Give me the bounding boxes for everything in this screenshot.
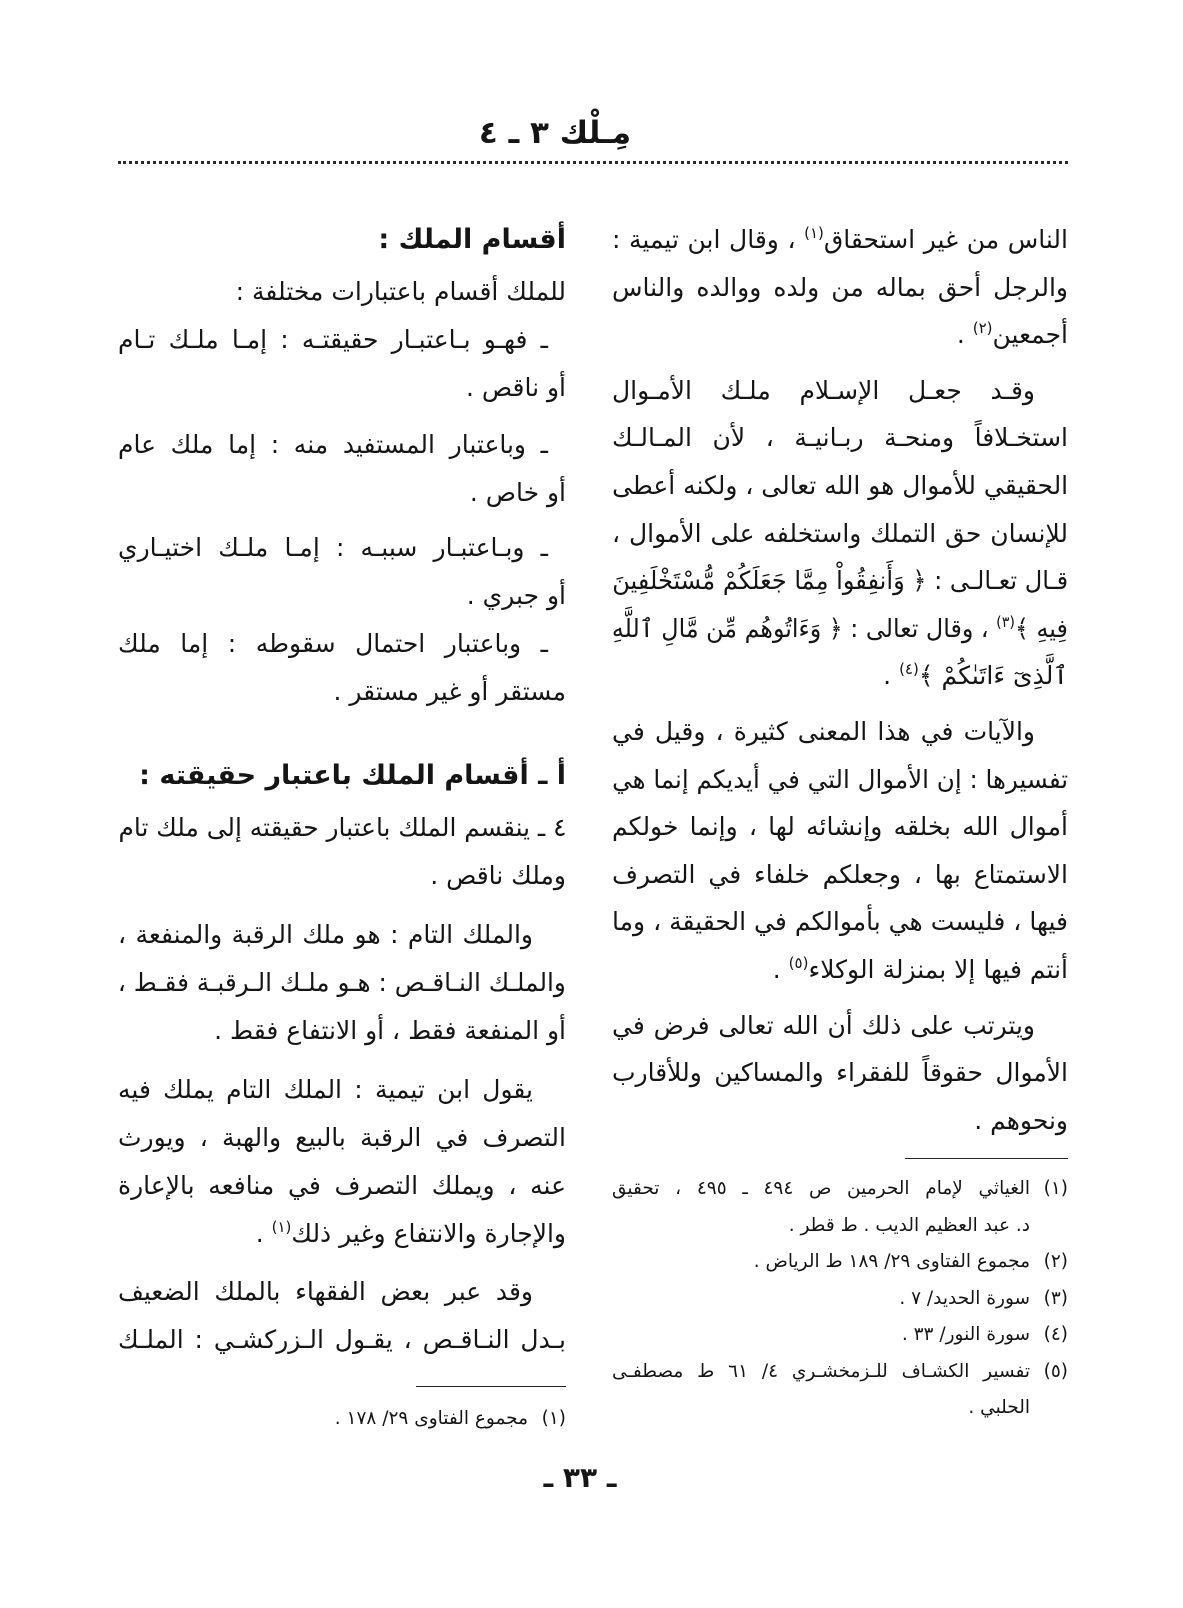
list-item	[118, 620, 566, 716]
page-number-text: ـ ٣٣ ـ	[543, 1461, 617, 1494]
line-text: للإنسان حق التملك واستخلفه على الأموال ،	[612, 518, 1068, 548]
footnote-text	[612, 1171, 1068, 1208]
running-header-title: مِـلْك ٣ ـ ٤	[478, 115, 632, 151]
text-line	[118, 524, 566, 572]
text-line	[118, 1162, 566, 1210]
footnote-line	[612, 1317, 1068, 1354]
footnote-number: (١)	[541, 1408, 566, 1429]
line-text	[612, 216, 1068, 264]
text-segment: فِيهِ ﴾	[1015, 613, 1068, 643]
line-text: يقول ابن تيمية : الملك التام يملك فيه	[118, 1075, 533, 1104]
text-line	[612, 264, 1068, 312]
footnote-ref: (٣)	[996, 612, 1016, 631]
text-line	[118, 668, 566, 716]
subsection-heading	[118, 752, 566, 800]
line-text	[773, 946, 1068, 994]
text-line	[612, 652, 1068, 700]
footnote-text	[335, 1401, 566, 1438]
text-segment: .	[772, 954, 789, 984]
footnote-content: تفسير الكشـاف للـزمخشـري ٤/ ٦١ ط مصطفـى	[612, 1360, 1030, 1382]
text-line	[118, 421, 566, 469]
line-text	[957, 311, 1068, 359]
line-text: الأموال حقوقاً للفقراء والمساكين وللأقارب	[612, 1058, 1068, 1088]
footnote-line	[612, 1354, 1068, 1391]
paragraph	[612, 367, 1068, 700]
footnote-content: د. عبد العظيم الديب . ط قطر .	[788, 1214, 1030, 1236]
text-line	[118, 316, 566, 364]
text-line	[118, 268, 566, 316]
footnote-ref: (٢)	[972, 319, 993, 338]
line-text: أو ناقص .	[465, 373, 566, 402]
list-item	[118, 524, 566, 620]
line-text	[883, 652, 1068, 700]
line-text: أو المنفعة فقط ، أو الانتفاع فقط .	[214, 1016, 566, 1045]
footnote-text	[612, 1354, 1068, 1391]
line-text: للملك أقسام باعتبارات مختلفة :	[235, 277, 566, 306]
text-line	[118, 1268, 566, 1316]
footnote-content: سورة النور/ ٣٣ .	[901, 1324, 1030, 1345]
text-segment: الناس من غير استحقاق	[823, 225, 1068, 254]
text-line	[118, 804, 566, 852]
paragraph	[612, 708, 1068, 994]
footnote-number: (١)	[1043, 1178, 1068, 1199]
right-footnotes	[612, 1158, 1068, 1427]
line-text: والرجل أحق بماله من ولده ووالده والناس	[612, 272, 1068, 302]
section-heading-text: أقسام الملك :	[378, 224, 566, 255]
text-segment: أنتم فيها إلا بمنزلة الوكلاء	[808, 954, 1068, 984]
text-segment: ، وقال ابن تيمية :	[612, 225, 805, 254]
text-line	[612, 1049, 1068, 1097]
paragraph	[118, 804, 566, 900]
footnote-content: مجموع الفتاوى ٢٩/ ١٨٩ ط الرياض .	[753, 1251, 1030, 1272]
footnote-text	[902, 1317, 1068, 1354]
footnote-content: الغياثي لإمام الحرمين ص ٤٩٤ ـ ٤٩٥ ، تحقيق	[612, 1178, 1030, 1199]
footnote-number: (٥)	[1043, 1360, 1068, 1382]
text-line	[612, 756, 1068, 804]
text-line	[118, 911, 566, 959]
list-item	[118, 316, 566, 412]
footnote-line	[612, 1171, 1068, 1208]
text-line	[118, 1007, 566, 1055]
text-line	[612, 898, 1068, 946]
line-text: التصرف في الرقبة بالبيع والهبة ، ويورث	[118, 1123, 566, 1152]
text-segment: أجمعين	[992, 320, 1068, 350]
text-line	[612, 1002, 1068, 1050]
list-item	[118, 421, 566, 517]
text-line	[118, 959, 566, 1007]
footnote-ref: (١)	[804, 224, 824, 242]
text-segment: والإجارة والانتفاع وغير ذلك	[291, 1219, 566, 1248]
text-line	[612, 311, 1068, 359]
text-line	[612, 946, 1068, 994]
line-text: وقد عبر بعض الفقهاء بالملك الضعيف	[118, 1277, 533, 1306]
footnote-ref: (١)	[271, 1218, 292, 1236]
text-line	[118, 572, 566, 620]
text-line	[118, 469, 566, 517]
text-line	[612, 367, 1068, 415]
footnote-list	[118, 1401, 566, 1438]
paragraph	[612, 216, 1068, 359]
text-line	[118, 1210, 566, 1258]
footnote-content: الحلبي .	[968, 1397, 1030, 1418]
line-text: عنه ، ويملك التصرف في منافعه بالإعارة	[118, 1171, 566, 1200]
text-line	[612, 605, 1068, 653]
text-line	[612, 851, 1068, 899]
footnote-rule	[416, 1386, 566, 1387]
text-line	[612, 510, 1068, 558]
text-line	[612, 557, 1068, 605]
line-text: ٤ ـ ينقسم الملك باعتبار حقيقته إلى ملك تام	[118, 813, 566, 842]
line-text: أو جبري .	[466, 581, 566, 610]
text-segment: ٱلَّذِىٓ ءَاتَىٰكُمْ ﴾	[918, 661, 1068, 691]
line-text: والآيات في هذا المعنى كثيرة ، وقيل في	[612, 716, 1035, 746]
line-text: بـدل النـاقـص ، يقـول الـزركشـي : الملـك	[118, 1325, 566, 1354]
line-text: وقـد جعـل الإسـلام ملـك الأمـوال	[612, 375, 1035, 405]
footnote-list	[612, 1171, 1068, 1427]
line-text	[612, 605, 1068, 653]
text-line	[612, 414, 1068, 462]
text-segment: ، وقال تعالى : ﴿ وَءَاتُوهُم مِّن مَّالِ ٱللَّهِ	[612, 613, 997, 643]
line-text: أو خاص .	[469, 478, 566, 507]
text-segment: .	[956, 320, 973, 350]
line-text: أموال الله بخلقه وإنشائه لها ، وإنما خولكم	[612, 812, 1068, 842]
line-text: الحقيقي للأموال هو الله تعالى ، ولكنه أعطى	[612, 470, 1068, 500]
line-text: ويترتب على ذلك أن الله تعالى فرض في	[612, 1010, 1035, 1040]
text-line	[118, 1316, 566, 1364]
line-text: قـال تعـالـى : ﴿ وَأَنفِقُواْ مِمَّا جَعَلَكُمْ مُّسْتَخْلَفِينَ	[612, 566, 1068, 596]
paragraph	[612, 1002, 1068, 1145]
footnote-content: مجموع الفتاوى ٢٩/ ١٧٨ .	[334, 1408, 528, 1429]
text-line	[612, 216, 1068, 264]
line-text: تفسيرها : إن الأموال التي في أيديكم إنما هي	[612, 764, 1068, 794]
footnote-line	[612, 1244, 1068, 1281]
paragraph	[118, 1066, 566, 1258]
line-text: ـ وبـاعتبـار سببـه : إمـا ملـك اختيـاري	[118, 533, 548, 562]
footnote-text	[899, 1281, 1068, 1318]
line-text: الاستمتاع بها ، وجعلكم خلفاء في التصرف	[612, 859, 1068, 889]
line-text: ـ فهـو بـاعتبـار حقيقتـه : إمـا ملـك تـام	[118, 325, 548, 354]
footnote-number: (٢)	[1043, 1251, 1068, 1272]
line-text: ـ وباعتبار المستفيد منه : إما ملك عام	[118, 430, 548, 459]
page-number	[520, 1456, 640, 1500]
footnote-content: سورة الحديد/ ٧ .	[899, 1287, 1030, 1309]
footnote-line	[612, 1208, 1068, 1245]
left-column	[118, 216, 566, 1364]
text-line	[612, 462, 1068, 510]
running-header	[455, 110, 655, 156]
line-text: مستقر أو غير مستقر .	[333, 677, 566, 706]
line-text: وملك ناقص .	[430, 861, 566, 890]
text-line	[612, 1097, 1068, 1145]
right-column	[612, 216, 1068, 1144]
footnote-text	[754, 1244, 1068, 1281]
line-text: فيها ، فليست هي بأموالكم في الحقيقة ، وما	[612, 907, 1068, 937]
footnote-number: (٤)	[1043, 1324, 1068, 1345]
text-segment: .	[255, 1219, 272, 1248]
footnote-line	[118, 1401, 566, 1438]
footnote-number: (٣)	[1043, 1287, 1068, 1309]
text-line	[612, 708, 1068, 756]
text-line	[118, 1114, 566, 1162]
text-line	[118, 364, 566, 412]
footnote-line	[612, 1390, 1068, 1427]
line-text: استخـلافاً ومنحـة ربـانيـة ، لأن المـالـك	[612, 423, 1068, 453]
footnote-ref: (٥)	[788, 953, 809, 972]
footnote-line	[612, 1281, 1068, 1318]
line-text: والملك التام : هو ملك الرقبة والمنفعة ،	[118, 920, 533, 949]
paragraph	[118, 911, 566, 1055]
footnote-ref: (٤)	[899, 660, 919, 679]
text-segment: .	[883, 661, 900, 691]
header-dotted-rule	[118, 161, 1068, 164]
text-line	[118, 852, 566, 900]
left-footnotes	[118, 1386, 566, 1438]
paragraph	[118, 1268, 566, 1364]
line-text	[256, 1210, 566, 1258]
section-heading	[118, 216, 566, 264]
text-line	[118, 620, 566, 668]
subsection-heading-text: أ ـ أقسام الملك باعتبار حقيقته :	[139, 760, 566, 791]
text-line	[612, 803, 1068, 851]
line-text: ـ وباعتبار احتمال سقوطه : إما ملك	[118, 629, 548, 658]
line-text: ونحوهم .	[974, 1105, 1068, 1135]
footnote-rule	[905, 1158, 1068, 1159]
text-line	[118, 1066, 566, 1114]
line-text: والملـك النـاقـص : هـو ملـك الـرقبـة فقـط ،	[118, 968, 566, 997]
